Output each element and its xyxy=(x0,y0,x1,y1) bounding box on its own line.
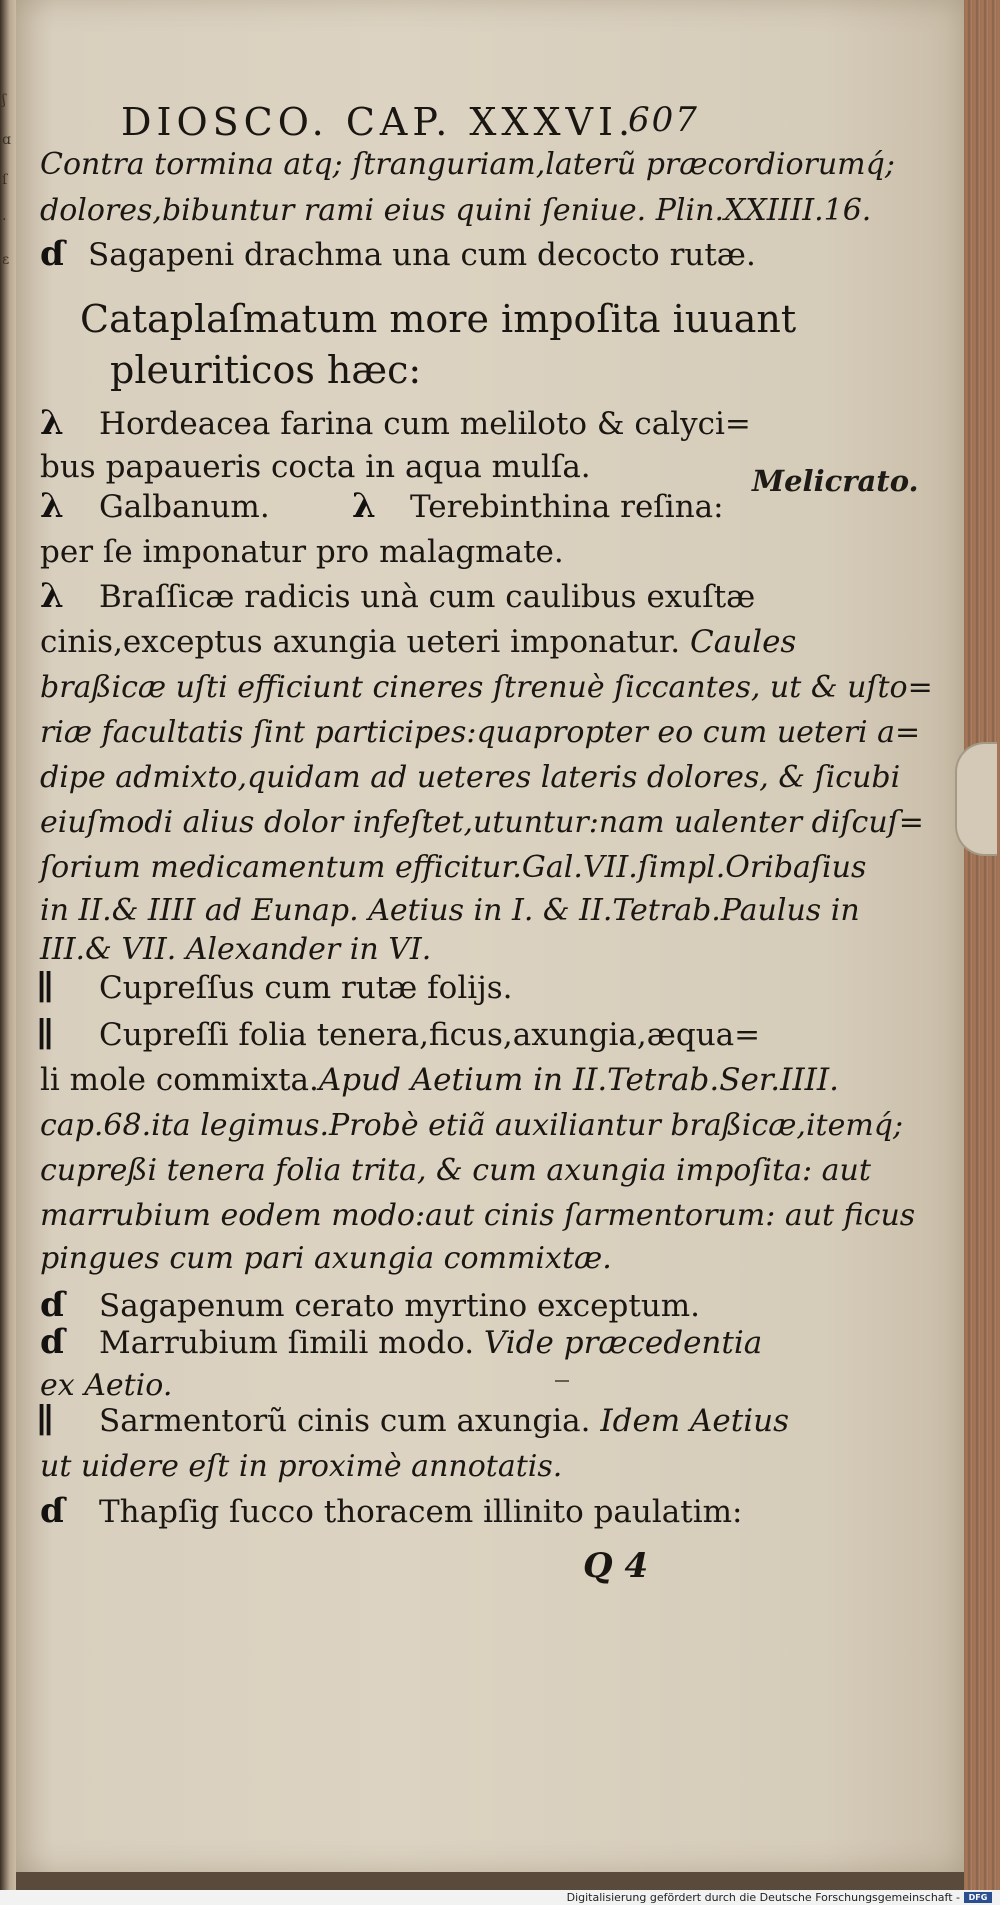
text-line: Galbanum. xyxy=(99,489,270,525)
text-line: dolores,bibuntur rami eius quini ſeniue. Plin.XXIIII.16. xyxy=(40,193,872,228)
text-run: Sarmentorũ cinis cum axungia. xyxy=(99,1403,591,1439)
text-run: Marrubium ſimili modo. xyxy=(99,1325,475,1361)
text-line: bus papaueris cocta in aqua mulſa. xyxy=(40,449,591,485)
pharmacy-sign-icon: ɗ xyxy=(40,1322,65,1362)
text-line: ſorium medicamentum efficitur.Gal.VII.ſimpl.Oribaſius xyxy=(40,850,867,885)
section-heading: pleuriticos hæc: xyxy=(110,348,422,392)
dfg-logo-icon: DFG xyxy=(964,1892,992,1903)
folio-number: 607 xyxy=(628,100,699,140)
running-title: DIOSCO. CAP. XXXVI. xyxy=(121,100,636,144)
text-line: per ſe imponatur pro malagmate. xyxy=(40,534,564,570)
text-line: Contra tormina atq; ſtranguriam,laterũ præcordiorumq́; xyxy=(40,147,895,182)
text-run: Vide præcedentia xyxy=(483,1325,763,1361)
pharmacy-sign-icon: ɗ xyxy=(40,234,65,274)
text-line: Thapſig ſucco thoracem illinito paulatim: xyxy=(99,1494,743,1530)
text-line: braßicæ uſti efficiunt cineres ſtrenuè ſiccantes, ut & uſto= xyxy=(40,670,933,705)
text-line: dipe admixto,quidam ad ueteres lateris dolores, & ſicubi xyxy=(40,760,901,795)
text-line: cupreßi tenera folia trita, & cum axungia impoſita: aut xyxy=(40,1153,871,1188)
text-line xyxy=(99,1325,762,1361)
text-line xyxy=(40,624,796,660)
text-line: cap.68.ita legimus.Probè etiã auxiliantur braßicæ,itemq́; xyxy=(40,1108,904,1143)
pharmacy-sign-icon: λ xyxy=(40,403,64,443)
text-line: Terebinthina reſina: xyxy=(410,489,724,525)
pharmacy-sign-icon: λ xyxy=(352,486,376,526)
margin-note: Melicrato. xyxy=(752,464,919,498)
pharmacy-sign-icon: ∥ xyxy=(36,968,54,1008)
text-line: Sagapenum cerato myrtino exceptum. xyxy=(99,1288,701,1324)
pharmacy-sign-icon: λ xyxy=(40,486,64,526)
text-line: Hordeacea farina cum meliloto & calyci= xyxy=(99,406,751,442)
text-line: riæ facultatis ſint participes:quapropter eo cum ueteri a= xyxy=(40,715,921,750)
text-run: Caules xyxy=(690,624,797,660)
text-run: Idem Aetius xyxy=(600,1403,790,1439)
text-line: ex Aetio. xyxy=(40,1368,173,1403)
pharmacy-sign-icon: ∥ xyxy=(36,1401,54,1441)
text-run: Apud Aetium in II.Tetrab.Ser.IIII. xyxy=(318,1062,839,1098)
text-line xyxy=(40,1062,839,1098)
pharmacy-sign-icon: ɗ xyxy=(40,1285,65,1325)
text-line: in II.& IIII ad Eunap. Aetius in I. & II.Tetrab.Paulus in xyxy=(40,893,860,928)
text-line: marrubium eodem modo:aut cinis ſarmentorum: aut ficus xyxy=(40,1198,916,1233)
book-right-edge xyxy=(964,0,1000,1890)
pharmacy-sign-icon: ∥ xyxy=(36,1015,54,1055)
section-heading: Cataplaſmatum more impoſita iuuant xyxy=(80,297,797,341)
text-run: li mole commixta. xyxy=(40,1062,319,1098)
catchword: Q 4 xyxy=(583,1546,649,1586)
page-tab xyxy=(955,742,997,856)
text-line: Cupreſſus cum rutæ folijs. xyxy=(99,970,513,1006)
text-line: eiuſmodi alius dolor infeſtet,utuntur:nam ualenter diſcuſ= xyxy=(40,805,924,840)
ink-mark xyxy=(555,1380,569,1382)
pharmacy-sign-icon: ɗ xyxy=(40,1491,65,1531)
pharmacy-sign-icon: λ xyxy=(40,576,64,616)
footer-credit: Digitalisierung gefördert durch die Deutsche Forschungsgemeinschaft - xyxy=(566,1891,960,1904)
text-line: Braſſicæ radicis unà cum caulibus exuſtæ xyxy=(99,579,756,615)
text-line: III.& VII. Alexander in VI. xyxy=(40,932,432,967)
text-line xyxy=(99,1403,789,1439)
text-line: ut uidere eſt in proximè annotatis. xyxy=(40,1449,563,1484)
text-run: cinis,exceptus axungia ueteri imponatur. xyxy=(40,624,681,660)
gutter-marks: ʃ ɑ ſ · ɛ xyxy=(2,92,11,268)
text-line: pingues cum pari axungia commixtæ. xyxy=(40,1241,612,1276)
text-line: Sagapeni drachma una cum decocto rutæ. xyxy=(88,237,756,273)
text-line: Cupreſſi folia tenera,ficus,axungia,æqua= xyxy=(99,1017,761,1053)
